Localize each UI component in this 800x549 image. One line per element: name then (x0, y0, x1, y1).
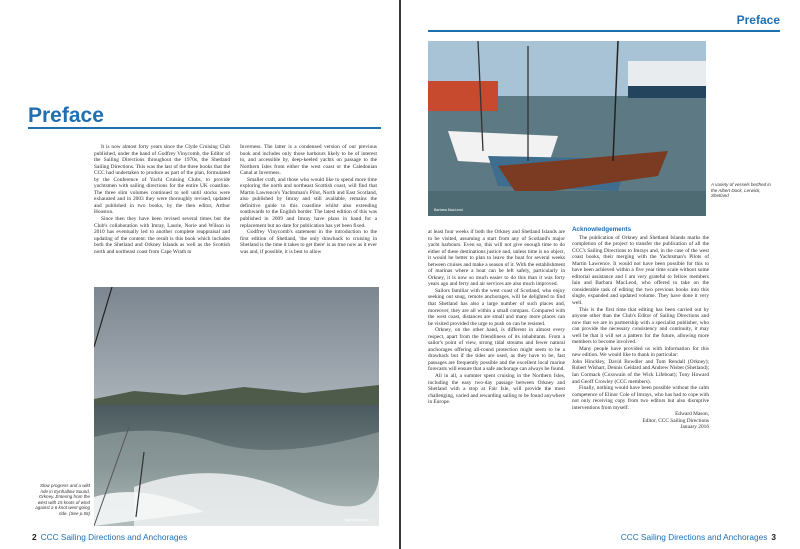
publication-name: CCC Sailing Directions and Anchorages (620, 532, 768, 542)
photo-credit: Barbara MacLeod (434, 208, 463, 212)
paragraph: at least four weeks if both the Orkney and Shetland Islands are to be visited, assuming a start from any of Scotland's major yacht harbours. Even so, this will not give enough time to do either of these destinations justice and, unless time is no object, it would be better to plan to leave the boat for several weeks between cruises and make a season of it. With the establishment of marinas where a boat can be left safely, particularly in Orkney, it is now so much easier to do this than it was forty years ago and ferry and air services are also much improved. (428, 229, 565, 288)
running-header: Preface (736, 13, 780, 27)
left-page (0, 0, 399, 549)
publication-name: CCC Sailing Directions and Anchorages (40, 532, 188, 542)
paragraph: Orkney, on the other hand, is different in almost every respect, apart from the friendliness of its inhabitants. From a sailor's point of view, strong tidal streams and fewer natural anchorages offering all-round protection might seem to be a drawback but if the tides are used, as they have to be, fast passages are frequently possible and the excellent local marine forecasts will ensure that a safe anchorage can always be found. (428, 327, 565, 373)
page-number: 2 (32, 532, 37, 542)
paragraph: Many people have provided us with information for this new edition. We would like to thank in particular: (572, 345, 709, 359)
text-column-2 (240, 144, 377, 255)
text-column-1 (428, 229, 565, 406)
page-footer (621, 532, 780, 542)
signature-name: Edward Mason, (675, 411, 709, 418)
paragraph: All in all, a summer spent cruising in the Northern Isles, including the easy two-day passage between Orkney and Shetland with a stop at Fair Isle, will provide the most challenging, varied and rewarding sailing to be found anywhere in Europe. (428, 373, 565, 406)
text-column-1 (94, 144, 230, 255)
paragraph: The publication of Orkney and Shetland Islands marks the completion of the project to transfer the publication of all the CCC's Sailing Directions to Imrays and, in the case of the west coast books, their merging with the Yachtsman's Pilots of Martin Lawrence. It would not have been possible for this to have been achieved within a five year time scale without some editorial assistance and I am very grateful to fellow members Iain and Barbara MacLeod, who offered to take on the considerable task of editing the two previous books into this single, expanded and updated volume. They have done it very well. (572, 234, 709, 307)
photo-caption: Slow progress and a wild ride in Eynhallow Sound, Orkney. Entering from the west with 15 knots of wind against a 6 knot west-going tide. (See p.56) (35, 483, 90, 516)
paragraph: Godfrey Vinycomb's statement in the introduction to the first edition of Shetland, 'the only drawback to cruising in Shetland is the time it takes to get there' is as true now as it ever was and, if possible, it is best to allow (240, 229, 377, 255)
paragraph: Since then they have been revised several times but the Club's collaboration with Imray, Laurie, Norie and Wilson in 2010 has eventually led to another complete reappraisal and updating of the content: the result is this book which includes both the Shetland and Orkney Islands as well as the Scottish north and northeast coast from Cape Wrath to (94, 216, 230, 255)
photo-credit: Barrie Maxwell (345, 518, 369, 522)
header-rule (428, 30, 780, 32)
photo-caption: A variety of vessels berthed in the Albert Dock, Lerwick, Shetland (711, 182, 771, 198)
paragraph: Inverness. The latter is a condensed version of our previous book and includes only those harbours likely to be of interest to, and accessible by, deep-keeled yachts on passage to the Northern Isles from either the west coast or the Caledonian Canal at Inverness. (240, 144, 377, 177)
paragraph: Sailors familiar with the west coast of Scotland, who enjoy seeking out snug, remote anchorages, will be delighted to find that Shetland has also a large number of such places and, moreover, they are all within a small compass. Compared with the west coast, distances are small and many more places can be visited provided the urge to push on can be resisted. (428, 287, 565, 327)
paragraph: Smaller craft, and those who would like to spend more time exploring the north and northeast Scottish coast, will find that Martin Lawrence's Yachtsman's Pilot, North and East Scotland, also published by Imray and still available, remains the definitive guide to this coastline whilst also extending southwards to the English border. The latest edition of this was published in 2009 and Imray have plans in hand for a replacement but no date for publication has yet been fixed. (240, 176, 377, 229)
right-page (401, 0, 800, 549)
page-number: 3 (771, 532, 776, 542)
paragraph: John Hinckley, David Bowdler and Tom Rendall (Orkney); Robert Wishart, Dennis Geldard and Andrew Nisbet (Shetland); Ian Cormack (Coxswain of the Wick Lifeboat); Tony Howard and Geoff Crowley (CCC members). (572, 358, 709, 385)
photo-eynhallow-sound (94, 287, 379, 526)
photo-albert-dock (428, 41, 706, 216)
acknowledgements-heading: Acknowledgements (572, 226, 632, 233)
page-title: Preface (28, 104, 104, 127)
page-footer (28, 532, 187, 542)
signature-title: Editor, CCC Sailing Directions (642, 417, 709, 424)
paragraph: Finally, nothing would have been possible without the calm competence of Elinor Cole of Imrays, who has had to cope with not only receiving copy from two editors but also disruptive interventions from myself. (572, 385, 709, 411)
paragraph: This is the first time that editing has been carried out by anyone other than the Club's Editor of Sailing Directions and now that we are in partnership with a specialist publisher, who can provide the necessary consistency and continuity, it may well be that it will set a pattern for the future, allowing more members to become involved. (572, 306, 709, 346)
paragraph: It is now almost forty years since the Clyde Cruising Club published, under the hand of Godfrey Vinycomb, the Editor of the Sailing Directions throughout the 1970s, the Shetland Sailing Directions. This was the last of the three books that the CCC had undertaken to produce as part of the plan, formulated by the Conference of Yacht Cruising Clubs, to provide yachtsmen with sailing directions for the entire UK coastline. The three slim volumes continued to sell until stocks were exhausted and in 2003 they were thoroughly revised, updated and published in two books, by the then editor, Arthur Houston. (94, 144, 230, 216)
text-column-2 (572, 227, 709, 431)
signature-date: January 2016 (680, 424, 709, 431)
